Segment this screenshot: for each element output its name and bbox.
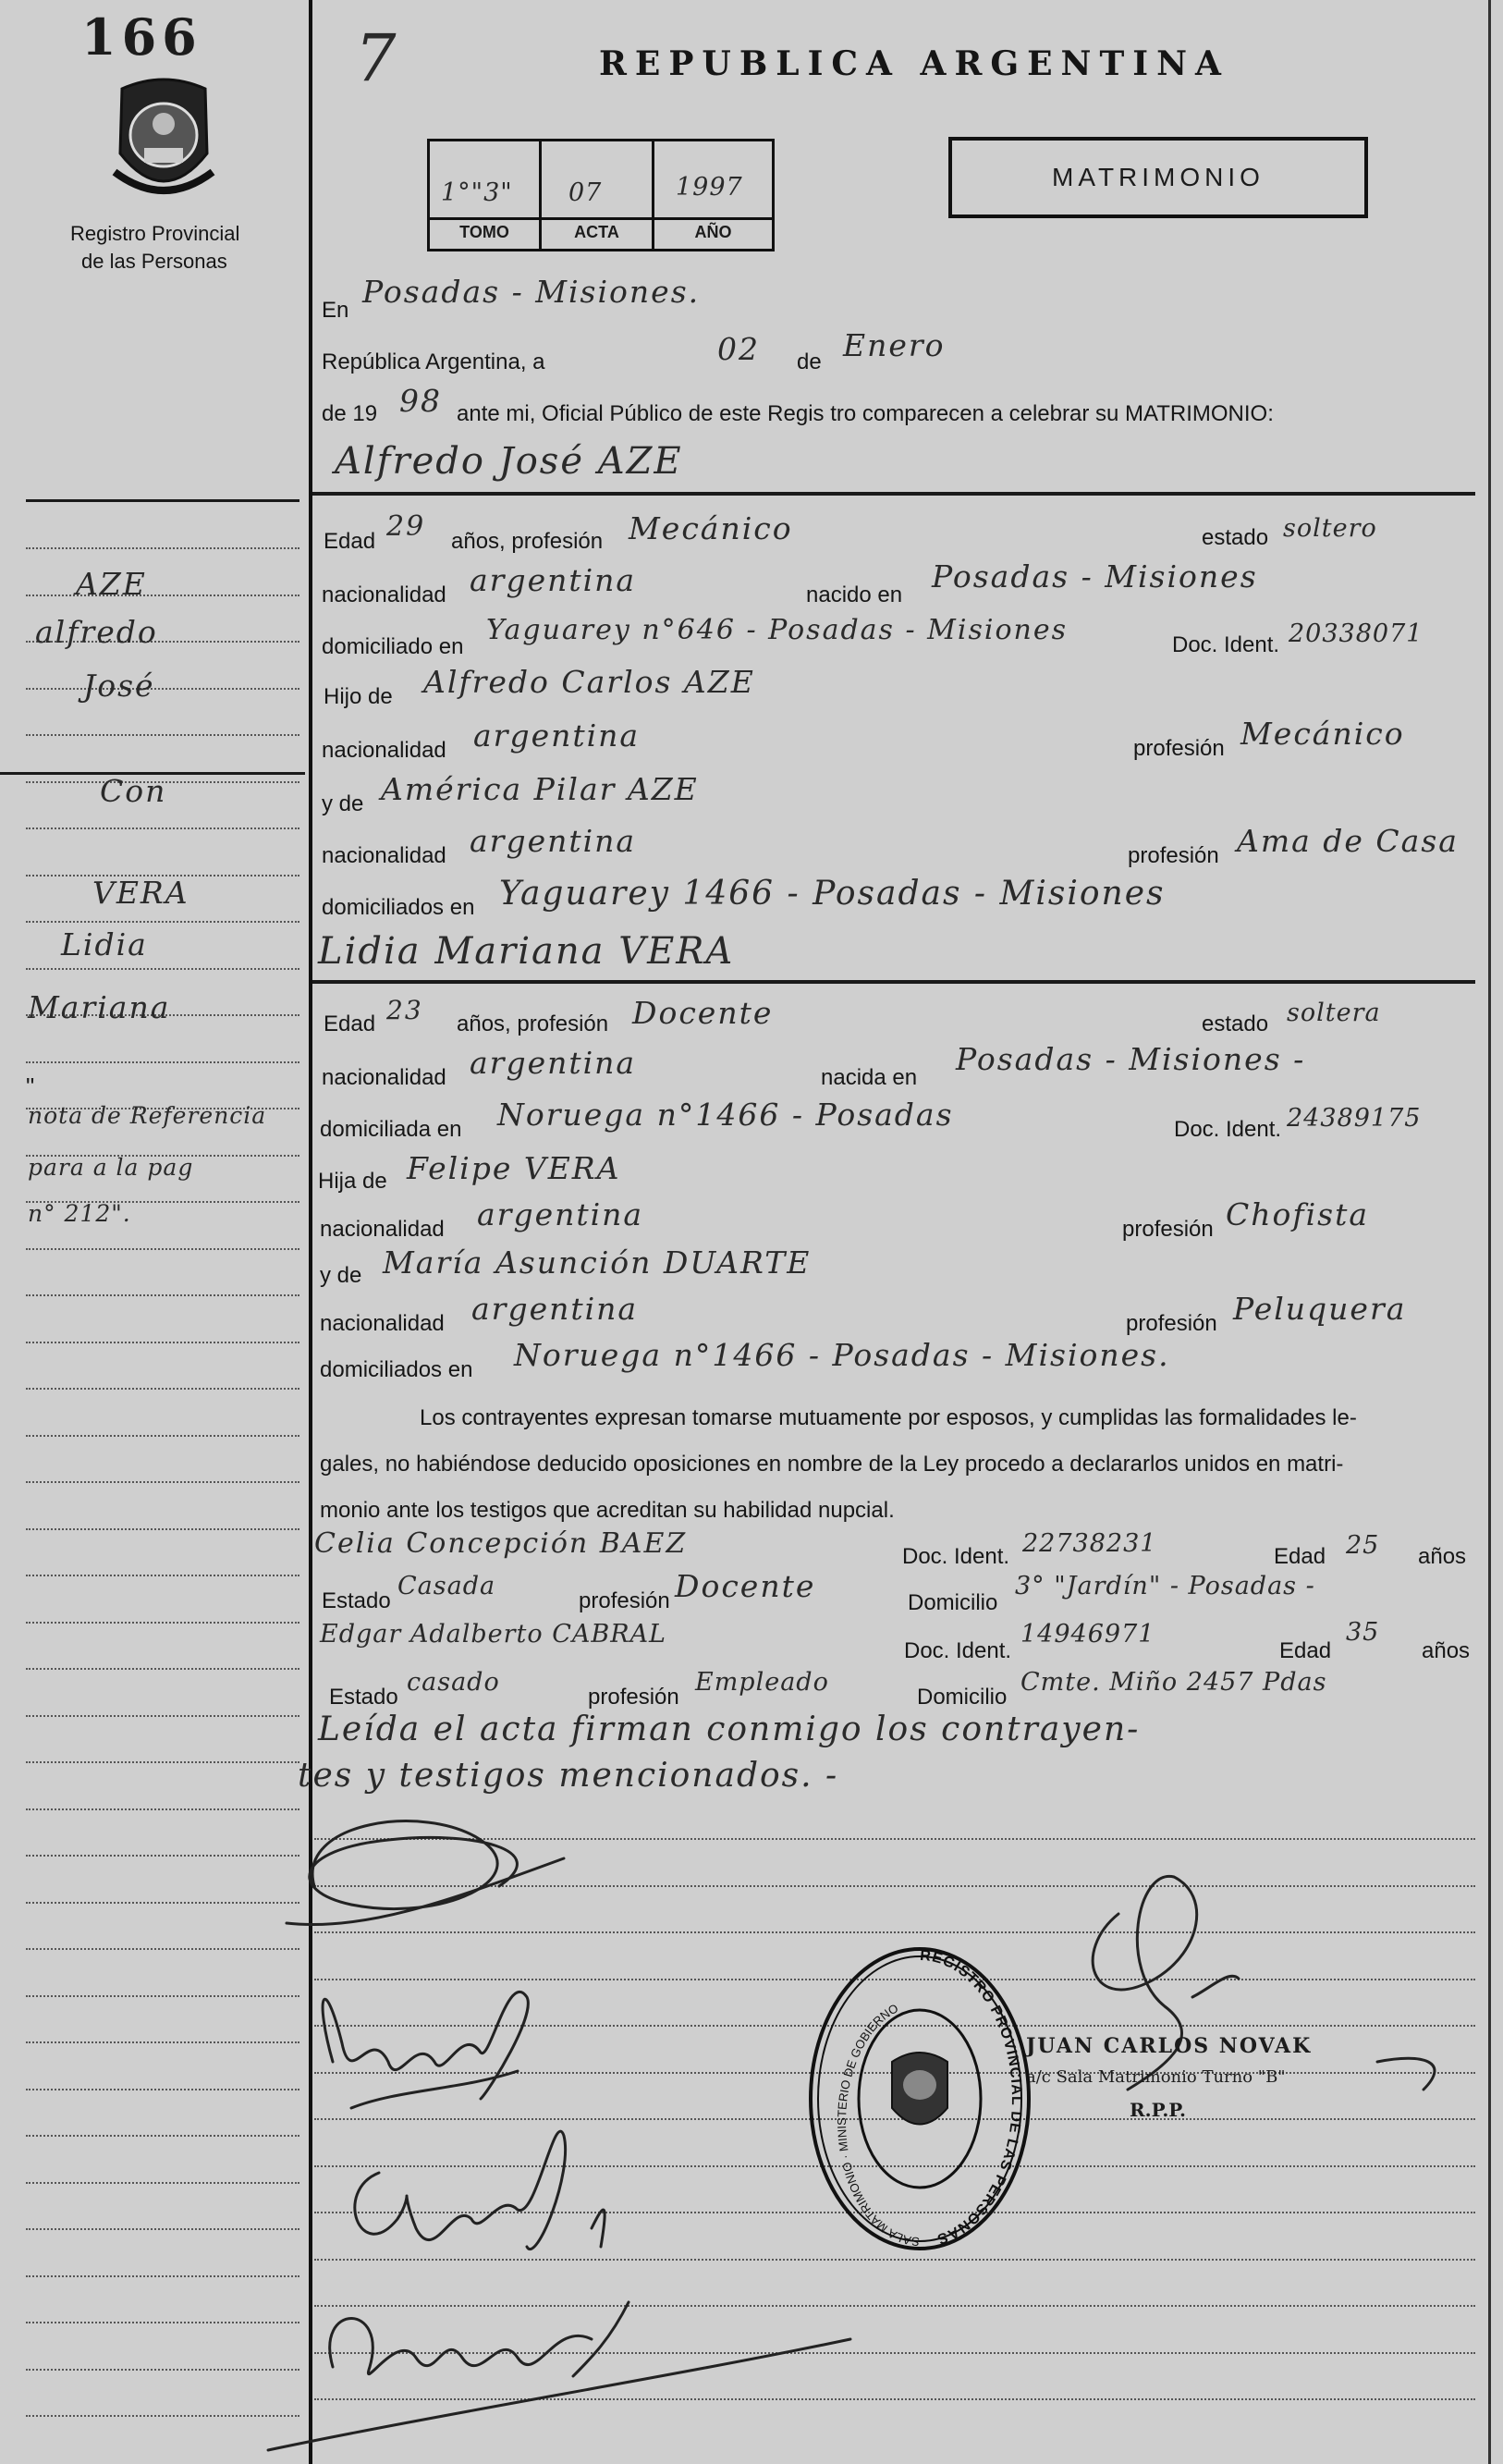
year-suffix: 98 — [399, 383, 442, 419]
margin-groom-given2: José — [83, 668, 155, 704]
intro-text: ante mi, Oficial Público de este Regis tro comparecen a celebrar su MATRIMONIO: — [457, 401, 1274, 426]
witness1-age: 25 — [1346, 1531, 1380, 1560]
groom-estado-label: estado — [1202, 525, 1269, 550]
year-label: de 19 — [322, 401, 378, 426]
margin-groom-surname: AZE — [76, 566, 147, 602]
groom-full-name: Alfredo José AZE — [335, 440, 683, 483]
witness1-dom-label: Domicilio — [908, 1590, 998, 1615]
officer-title: a/c Sala Matrimonio Turno "B" — [1026, 2067, 1286, 2087]
margin-bride-given1: Lidia — [61, 926, 148, 962]
margin-quote-mark: " — [26, 1073, 35, 1100]
month: Enero — [843, 327, 946, 363]
bride-address: Noruega n°1466 - Posadas — [497, 1097, 954, 1133]
registry-name-2: de las Personas — [81, 250, 227, 273]
ruled-line — [26, 734, 299, 736]
coat-of-arms-icon — [104, 70, 224, 205]
republic-label: República Argentina, a — [322, 349, 545, 374]
bride-age: 23 — [386, 995, 423, 1025]
groom-yde-label: y de — [322, 791, 364, 816]
ruled-line — [26, 1248, 299, 1250]
record-tomo-label: TOMO — [459, 223, 509, 241]
closing-line1: Leída el acta firman conmigo los contrayen- — [318, 1710, 1141, 1748]
ruled-line — [26, 595, 299, 596]
groom-estado: soltero — [1283, 514, 1377, 543]
witness1-anos-label: años — [1418, 1544, 1467, 1569]
ruled-line — [26, 1528, 299, 1530]
ruled-line — [26, 1668, 299, 1670]
bride-parents-dom-label: domiciliados en — [320, 1357, 473, 1382]
country-title: REPUBLICA ARGENTINA — [599, 44, 1229, 83]
folio-number: 166 — [81, 7, 202, 67]
ruled-line — [26, 1342, 299, 1343]
margin-connector: Con — [100, 773, 167, 809]
declaration-line1: Los contrayentes expresan tomarse mutuamente por esposos, y cumplidas las formalidades le- — [420, 1405, 1357, 1430]
registry-seal — [804, 1942, 1035, 2256]
bride-doc: 24389175 — [1287, 1104, 1422, 1133]
declaration-line3: monio ante los testigos que acreditan su habilidad nupcial. — [320, 1498, 895, 1523]
witness1-estado-label: Estado — [322, 1588, 391, 1613]
bride-estado-label: estado — [1202, 1011, 1269, 1036]
ruled-line — [26, 1575, 299, 1576]
doc-type: MATRIMONIO — [1052, 163, 1265, 191]
officer-name: JUAN CARLOS NOVAK — [1026, 2034, 1313, 2058]
witness1-edad-label: Edad — [1274, 1544, 1326, 1569]
witness2-estado: casado — [407, 1668, 500, 1697]
bride-yde-label: y de — [320, 1263, 362, 1288]
ruled-line — [26, 1294, 299, 1296]
record-ano-label: AÑO — [694, 223, 732, 241]
doc-type-box — [948, 137, 1368, 218]
bride-dom-label: domiciliada en — [320, 1117, 462, 1142]
witness2-dom-label: Domicilio — [917, 1685, 1008, 1710]
groom-nationality: argentina — [470, 562, 637, 598]
bride-profession: Docente — [632, 995, 774, 1031]
witness2-anos-label: años — [1422, 1638, 1471, 1663]
ruled-line — [26, 968, 299, 970]
groom-born-in: Posadas - Misiones — [932, 558, 1258, 595]
corner-mark: 7 — [355, 20, 398, 96]
groom-father-nat: argentina — [473, 717, 641, 754]
groom-hijo-label: Hijo de — [324, 684, 393, 709]
groom-parents-dom-label: domiciliados en — [322, 895, 475, 920]
seal-outer-text: REGISTRO PROVINCIAL DE LAS PERSONAS — [919, 1947, 1025, 2248]
witness2-profession: Empleado — [695, 1668, 829, 1697]
bride-parents-address: Noruega n°1466 - Posadas - Misiones. — [514, 1337, 1170, 1373]
ruled-line — [26, 827, 299, 829]
bride-hija-label: Hija de — [318, 1169, 387, 1194]
groom-mother-nat-label: nacionalidad — [322, 843, 446, 868]
record-tomo-value: 1°"3" — [441, 178, 513, 207]
de-label: de — [797, 349, 822, 374]
bride-nac-label: nacionalidad — [322, 1065, 446, 1090]
witness1-doc-label: Doc. Ident. — [902, 1544, 1010, 1569]
ruled-line — [26, 1761, 299, 1763]
margin-reference-2: para a la pag — [28, 1154, 194, 1181]
witness2-address: Cmte. Miño 2457 Pdas — [1020, 1668, 1327, 1697]
groom-father: Alfredo Carlos AZE — [423, 664, 755, 700]
witness2-name: Edgar Adalberto CABRAL — [320, 1620, 666, 1649]
groom-father-prof-label: profesión — [1133, 736, 1225, 761]
bride-mother: María Asunción DUARTE — [383, 1244, 812, 1281]
witness2-prof-label: profesión — [588, 1685, 679, 1710]
margin-bride-surname: VERA — [92, 875, 189, 911]
witness2-estado-label: Estado — [329, 1685, 398, 1710]
bride-father-prof: Chofista — [1226, 1196, 1370, 1232]
place: Posadas - Misiones. — [362, 274, 701, 310]
groom-age: 29 — [386, 510, 426, 543]
groom-name-rule — [312, 492, 1475, 496]
groom-address: Yaguarey n°646 - Posadas - Misiones — [486, 614, 1068, 646]
signature-1 — [310, 1821, 518, 1909]
bride-mother-prof: Peluquera — [1233, 1291, 1407, 1327]
margin-reference-3: n° 212". — [28, 1200, 131, 1227]
ruled-line — [26, 1622, 299, 1624]
groom-nac-label: nacionalidad — [322, 582, 446, 607]
officer-org: R.P.P. — [1130, 2099, 1186, 2121]
witness1-name: Celia Concepción BAEZ — [314, 1527, 688, 1560]
bride-edad-label: Edad — [324, 1011, 376, 1036]
witness1-profession: Docente — [675, 1568, 816, 1604]
bride-doc-label: Doc. Ident. — [1174, 1117, 1282, 1142]
left-rule-top — [26, 499, 299, 502]
groom-prof-label: años, profesión — [451, 529, 604, 554]
bride-mother-nat: argentina — [471, 1291, 639, 1327]
declaration-line2: gales, no habiéndose deducido oposiciones en nombre de la Ley procedo a declararlos unidos en matri- — [320, 1452, 1344, 1477]
groom-father-nat-label: nacionalidad — [322, 738, 446, 763]
bride-mother-prof-label: profesión — [1126, 1311, 1217, 1336]
record-ano-value: 1997 — [676, 173, 743, 202]
groom-parents-address: Yaguarey 1466 - Posadas - Misiones — [499, 875, 1166, 913]
record-box — [427, 139, 775, 251]
day: 02 — [717, 331, 760, 367]
groom-father-prof: Mecánico — [1240, 716, 1405, 752]
bride-full-name: Lidia Mariana VERA — [318, 930, 735, 973]
registry-name-1: Registro Provincial — [70, 222, 240, 245]
bride-estado: soltera — [1287, 999, 1381, 1027]
bride-father-prof-label: profesión — [1122, 1217, 1214, 1242]
groom-doc-label: Doc. Ident. — [1172, 632, 1280, 657]
signature-3 — [355, 2131, 566, 2249]
bride-father: Felipe VERA — [407, 1150, 621, 1186]
bride-nationality: argentina — [470, 1045, 637, 1081]
en-label: En — [322, 298, 349, 323]
bride-nacida-label: nacida en — [821, 1065, 918, 1090]
bride-father-nat-label: nacionalidad — [320, 1217, 445, 1242]
bride-father-nat: argentina — [477, 1196, 644, 1232]
ruled-line — [26, 1435, 299, 1437]
witness2-age: 35 — [1346, 1618, 1380, 1647]
ruled-line — [26, 1481, 299, 1483]
seal-inner-text: SALA MATRIMONIO · MINISTERIO DE GOBIERNO — [835, 2001, 921, 2249]
closing-line2: tes y testigos mencionados. - — [298, 1757, 839, 1795]
bride-born-in: Posadas - Misiones - — [956, 1041, 1306, 1077]
ruled-line — [26, 1388, 299, 1390]
ruled-line — [26, 688, 299, 690]
margin-groom-given1: alfredo — [35, 614, 158, 650]
ruled-line — [26, 921, 299, 923]
witness1-address: 3° "Jardín" - Posadas - — [1015, 1572, 1315, 1600]
groom-nacido-label: nacido en — [806, 582, 903, 607]
witness1-prof-label: profesión — [579, 1588, 670, 1613]
margin-reference-1: nota de Referencia — [28, 1102, 267, 1129]
signature-4 — [330, 2319, 592, 2374]
ruled-line — [26, 1061, 299, 1063]
bride-mother-nat-label: nacionalidad — [320, 1311, 445, 1336]
ruled-line — [26, 1715, 299, 1717]
witness2-doc-label: Doc. Ident. — [904, 1638, 1012, 1663]
bride-name-rule — [312, 980, 1475, 984]
groom-profession: Mecánico — [629, 510, 793, 546]
record-acta-label: ACTA — [574, 223, 619, 241]
bride-prof-label: años, profesión — [457, 1011, 609, 1036]
witness1-doc: 22738231 — [1022, 1529, 1157, 1558]
groom-mother-prof-label: profesión — [1128, 843, 1219, 868]
witness2-doc: 14946971 — [1020, 1620, 1155, 1649]
witness1-estado: Casada — [397, 1572, 496, 1600]
groom-mother-nat: argentina — [470, 823, 637, 859]
witness2-edad-label: Edad — [1279, 1638, 1332, 1663]
groom-mother: América Pilar AZE — [381, 771, 699, 807]
ruled-line — [26, 547, 299, 549]
groom-mother-prof: Ama de Casa — [1237, 823, 1459, 859]
record-acta-value: 07 — [568, 178, 603, 207]
signature-2 — [323, 1992, 528, 2099]
groom-dom-label: domiciliado en — [322, 634, 464, 659]
groom-doc: 20338071 — [1289, 619, 1424, 648]
groom-edad-label: Edad — [324, 529, 376, 554]
margin-bride-given2: Mariana — [28, 989, 171, 1025]
